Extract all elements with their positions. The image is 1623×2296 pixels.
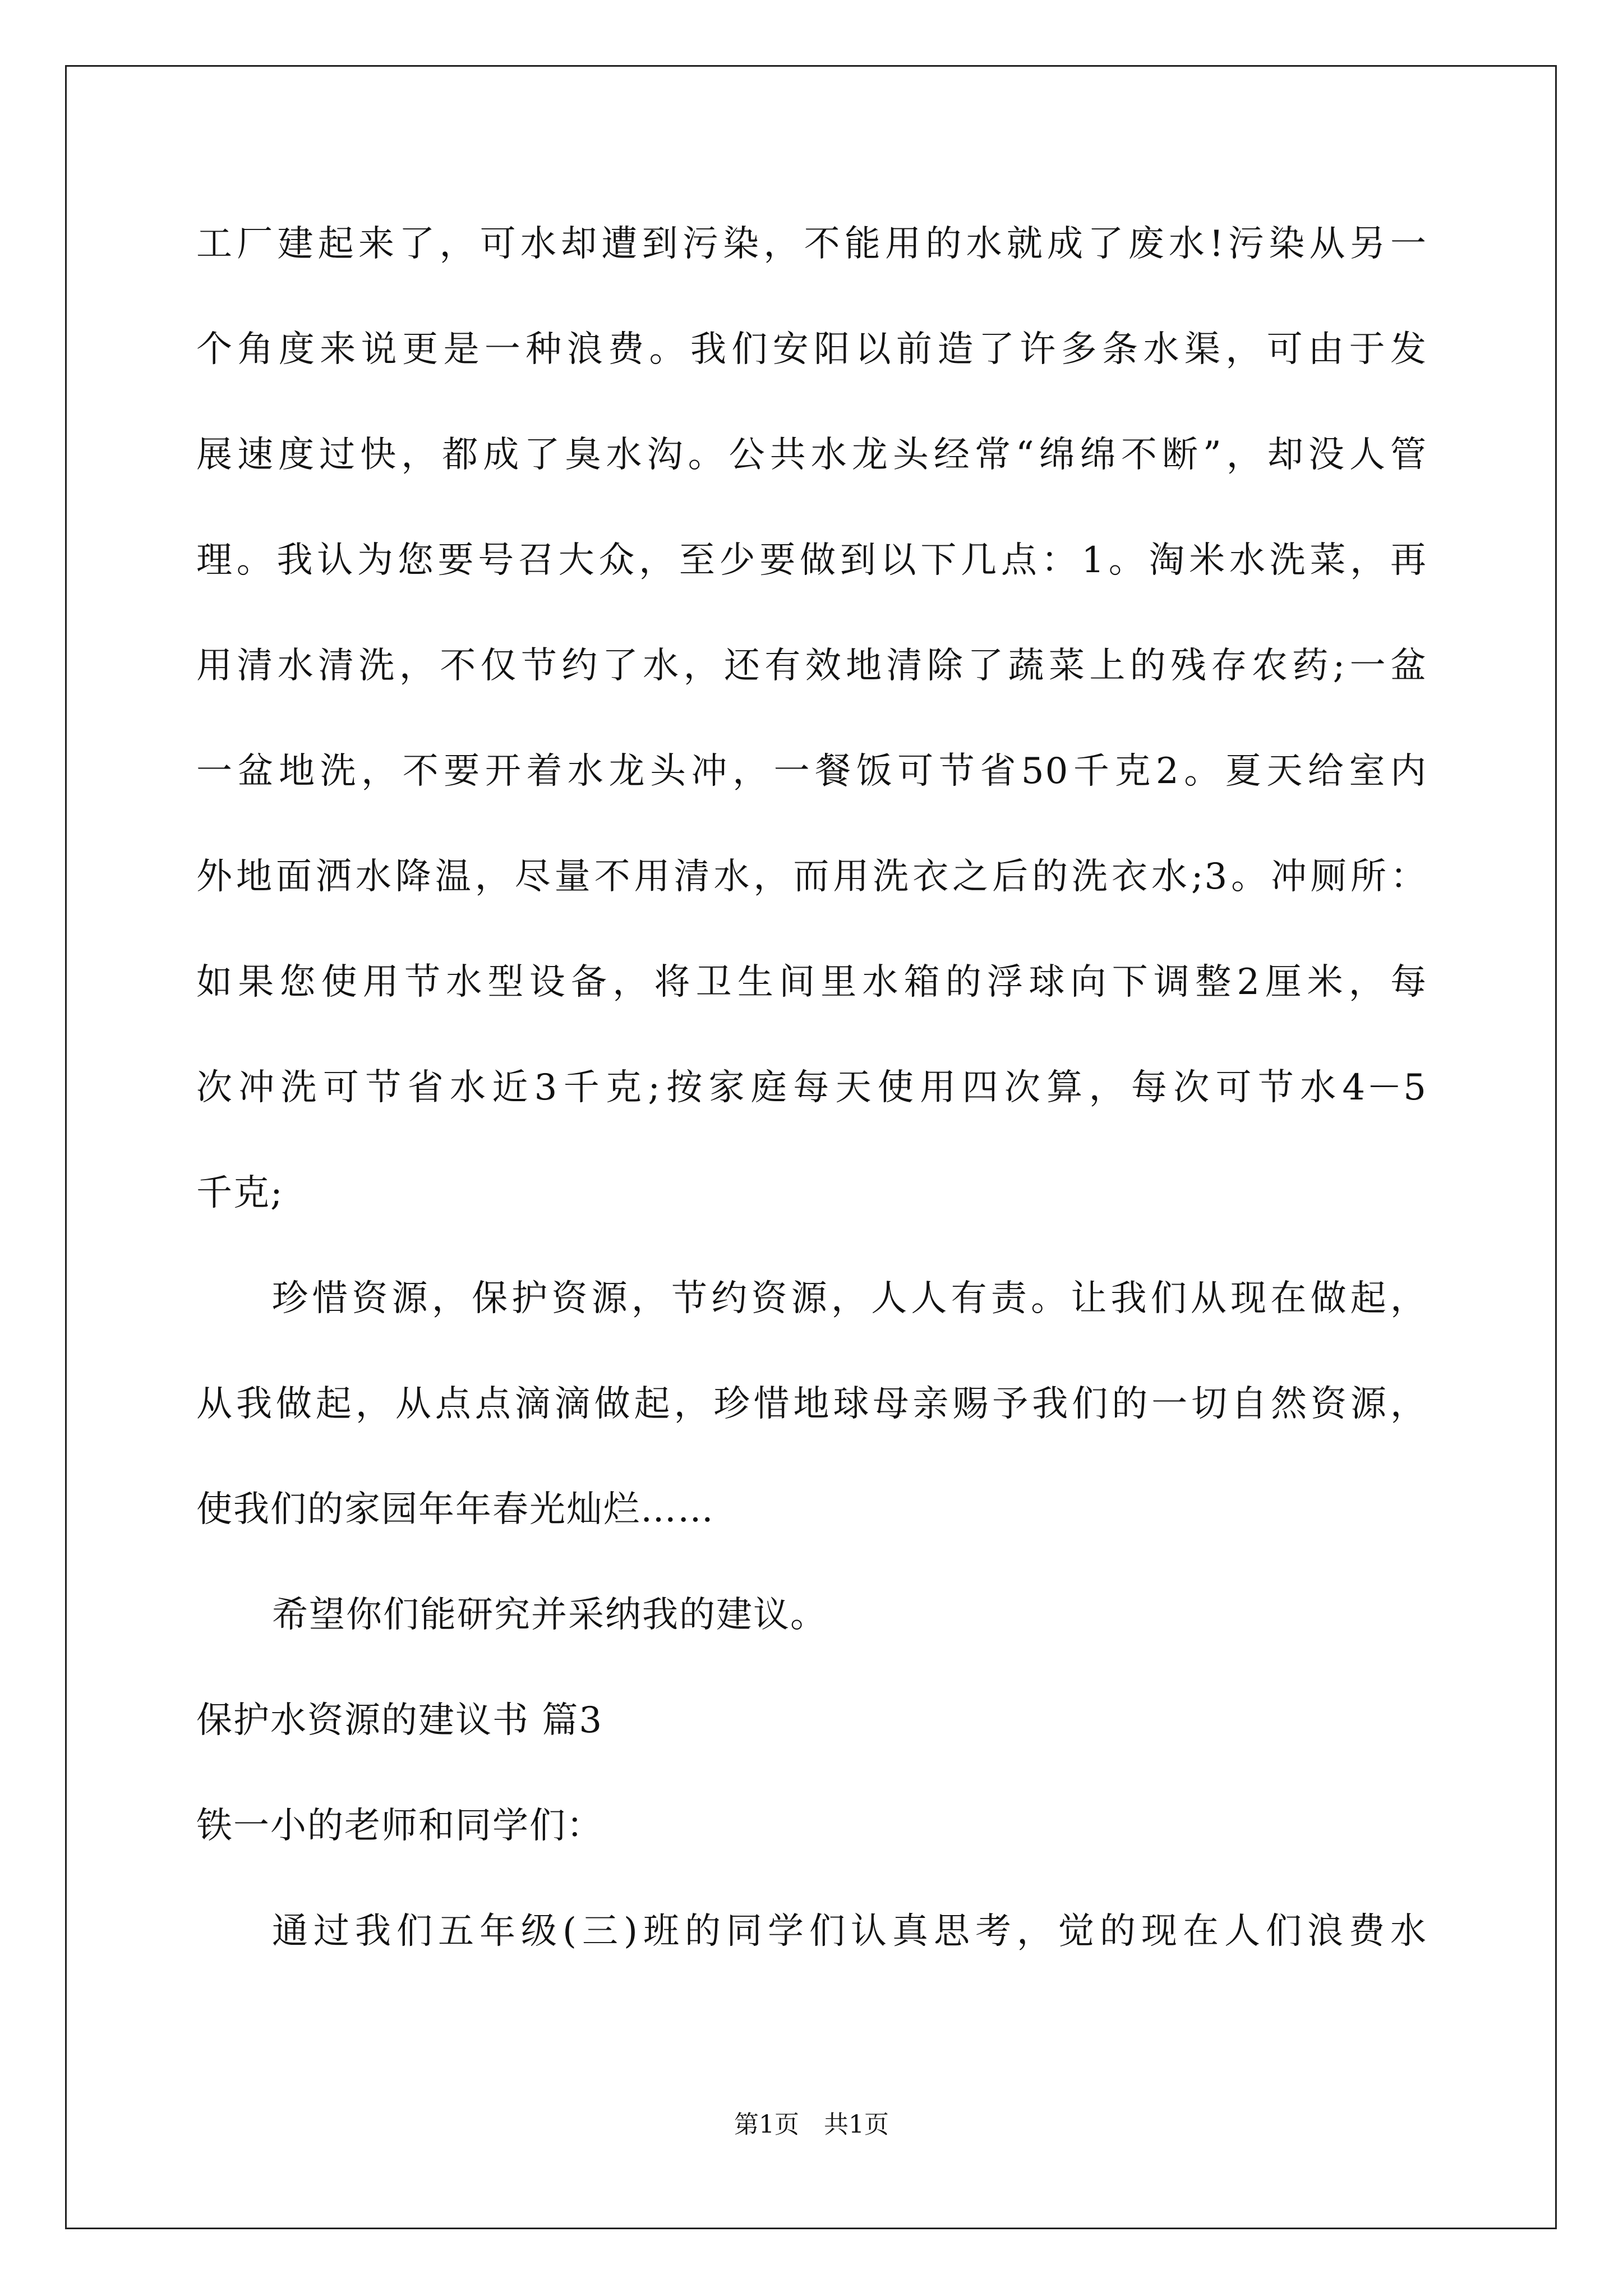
- page-border: [65, 65, 1557, 2229]
- paragraph-line: 外地面洒水降温，尽量不用清水，而用洗衣之后的洗衣水;3。冲厕所：: [196, 856, 1427, 898]
- paragraph-line: 使我们的家园年年春光灿烂……: [196, 1489, 714, 1530]
- paragraph-line: 次冲洗可节省水近3千克;按家庭每天使用四次算，每次可节水4－5: [196, 1067, 1427, 1108]
- page-footer: 第1页 共1页: [734, 2110, 889, 2139]
- paragraph-line: 工厂建起来了，可水却遭到污染，不能用的水就成了废水!污染从另一: [196, 223, 1427, 265]
- paragraph-line: 珍惜资源，保护资源，节约资源，人人有责。让我们从现在做起，: [272, 1278, 1427, 1319]
- paragraph-line: 如果您使用节水型设备，将卫生间里水箱的浮球向下调整2厘米，每: [196, 961, 1427, 1003]
- paragraph-line: 从我做起，从点点滴滴做起，珍惜地球母亲赐予我们的一切自然资源，: [196, 1383, 1427, 1425]
- section-heading: 保护水资源的建议书 篇3: [196, 1700, 603, 1741]
- paragraph-line: 一盆地洗，不要开着水龙头冲，一餐饭可节省50千克2。夏天给室内: [196, 751, 1427, 792]
- salutation: 铁一小的老师和同学们：: [196, 1805, 603, 1847]
- paragraph-line: 希望你们能研究并采纳我的建议。: [272, 1594, 827, 1636]
- paragraph-line: 通过我们五年级(三)班的同学们认真思考，觉的现在人们浪费水: [272, 1911, 1427, 1952]
- paragraph-line: 用清水清洗，不仅节约了水，还有效地清除了蔬菜上的残存农药;一盆: [196, 645, 1427, 687]
- paragraph-line: 千克;: [196, 1172, 284, 1214]
- paragraph-line: 理。我认为您要号召大众，至少要做到以下几点：1。淘米水洗菜，再: [196, 540, 1427, 581]
- paragraph-line: 个角度来说更是一种浪费。我们安阳以前造了许多条水渠，可由于发: [196, 329, 1427, 370]
- paragraph-line: 展速度过快，都成了臭水沟。公共水龙头经常“绵绵不断”，却没人管: [196, 434, 1427, 476]
